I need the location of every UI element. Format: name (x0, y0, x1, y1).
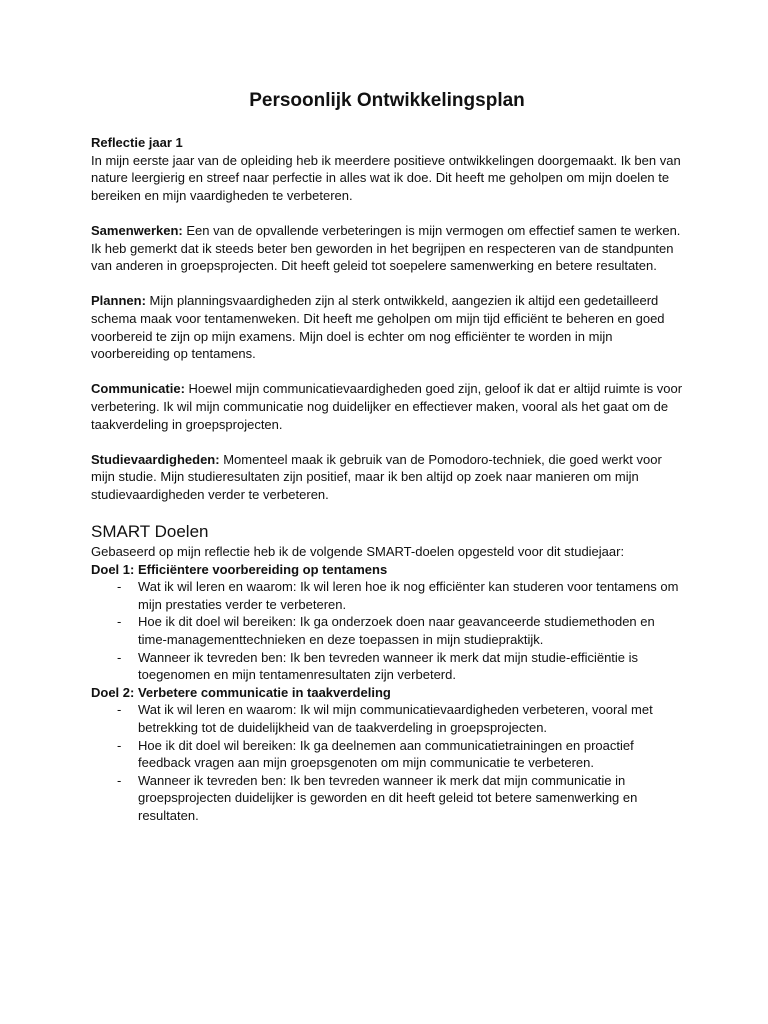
smart-intro: Gebaseerd op mijn reflectie heb ik de volgende SMART-doelen opgesteld voor dit studiejaar: (91, 544, 625, 560)
list-item-text: Wanneer ik tevreden ben: Ik ben tevreden wanneer ik merk dat mijn studie-efficiëntie is toegenomen en mijn tentamenresultaten zijn verbeterd. (138, 649, 639, 683)
bullet-dash: - (117, 702, 122, 718)
list-item (91, 772, 683, 825)
document-title: Persoonlijk Ontwikkelingsplan (249, 90, 525, 111)
bullet-dash: - (117, 649, 122, 665)
bullet-dash: - (117, 737, 122, 753)
section-communicatie (91, 380, 683, 433)
list-item-text: Wat ik wil leren en waarom: Ik wil leren hoe ik nog efficiënter kan studeren voor tentamens om mijn prestaties verder te verbeteren. (138, 579, 679, 612)
section-label: Samenwerken: (91, 222, 183, 238)
smart-heading: SMART Doelen (91, 522, 209, 542)
goal-2-list (91, 701, 683, 824)
list-item (91, 737, 683, 772)
reflection-heading: Reflectie jaar 1 (91, 135, 183, 150)
reflection-intro: In mijn eerste jaar van de opleiding heb ik meerdere positieve ontwikkelingen doorgemaakt. Ik ben van nature leergierig en streef naar perfectie in alles wat ik doe. Dit heeft me geholpen om mijn doelen te bereiken en mijn vaardigheden te verbeteren. (91, 152, 681, 203)
list-item-text: Hoe ik dit doel wil bereiken: Ik ga deelnemen aan communicatietrainingen en proactief feedback vragen aan mijn groepsgenoten om mijn communicatie te verbeteren. (138, 737, 634, 771)
list-item-text: Wat ik wil leren en waarom: Ik wil mijn communicatievaardigheden verbeteren, vooral met betrekking tot de duidelijkheid van de taakverdeling in groepsprojecten. (138, 702, 653, 735)
document-page (91, 88, 683, 825)
bullet-dash: - (117, 772, 122, 788)
list-item-text: Hoe ik dit doel wil bereiken: Ik ga onderzoek doen naar geavanceerde studiemethoden en time-managementtechnieken en deze toepassen in mijn studiepraktijk. (138, 614, 655, 648)
list-item (91, 613, 683, 648)
section-samenwerken (91, 222, 683, 275)
section-studievaardigheden (91, 451, 683, 504)
section-text: Mijn planningsvaardigheden zijn al sterk ontwikkeld, aangezien ik altijd een gedetailleerd schema maak voor tentamenweken. Dit heeft me geholpen om mijn tijd efficiënt te beheren en goed voorbereid te zijn op mijn examens. Mijn doel is echter om nog efficiënter te worden in mijn voorbereiding op tentamens. (91, 293, 665, 362)
bullet-dash: - (117, 614, 122, 630)
bullet-dash: - (117, 579, 122, 595)
goal-2-title: Doel 2: Verbetere communicatie in taakverdeling (91, 684, 391, 700)
section-label: Communicatie: (91, 381, 185, 397)
goal-1-list (91, 578, 683, 684)
section-text: Een van de opvallende verbeteringen is mijn vermogen om effectief samen te werken. Ik heb gemerkt dat ik steeds beter ben geworden in het begrijpen en respecteren van de standpunten van anderen in groepsprojecten. Dit heeft geleid tot soepelere samenwerking en betere resultaten. (91, 222, 681, 274)
list-item (91, 578, 683, 613)
goal-1-title: Doel 1: Efficiëntere voorbereiding op tentamens (91, 561, 388, 577)
section-text: Momenteel maak ik gebruik van de Pomodoro-techniek, die goed werkt voor mijn studie. Mijn studieresultaten zijn positief, maar ik ben altijd op zoek naar manieren om mijn studievaardigheden verder te verbeteren. (91, 451, 662, 502)
section-text: Hoewel mijn communicatievaardigheden goed zijn, geloof ik dat er altijd ruimte is voor verbetering. Ik wil mijn communicatie nog duidelijker en effectiever maken, vooral als het gaat om de taakverdeling in groepsprojecten. (91, 381, 683, 432)
section-label: Plannen: (91, 293, 146, 309)
list-item (91, 649, 683, 684)
section-plannen (91, 292, 683, 362)
section-label: Studievaardigheden: (91, 451, 220, 467)
list-item (91, 701, 683, 736)
list-item-text: Wanneer ik tevreden ben: Ik ben tevreden wanneer ik merk dat mijn communicatie in groepsprojecten duidelijker is geworden en dit heeft geleid tot betere samenwerking en resultaten. (138, 772, 638, 823)
